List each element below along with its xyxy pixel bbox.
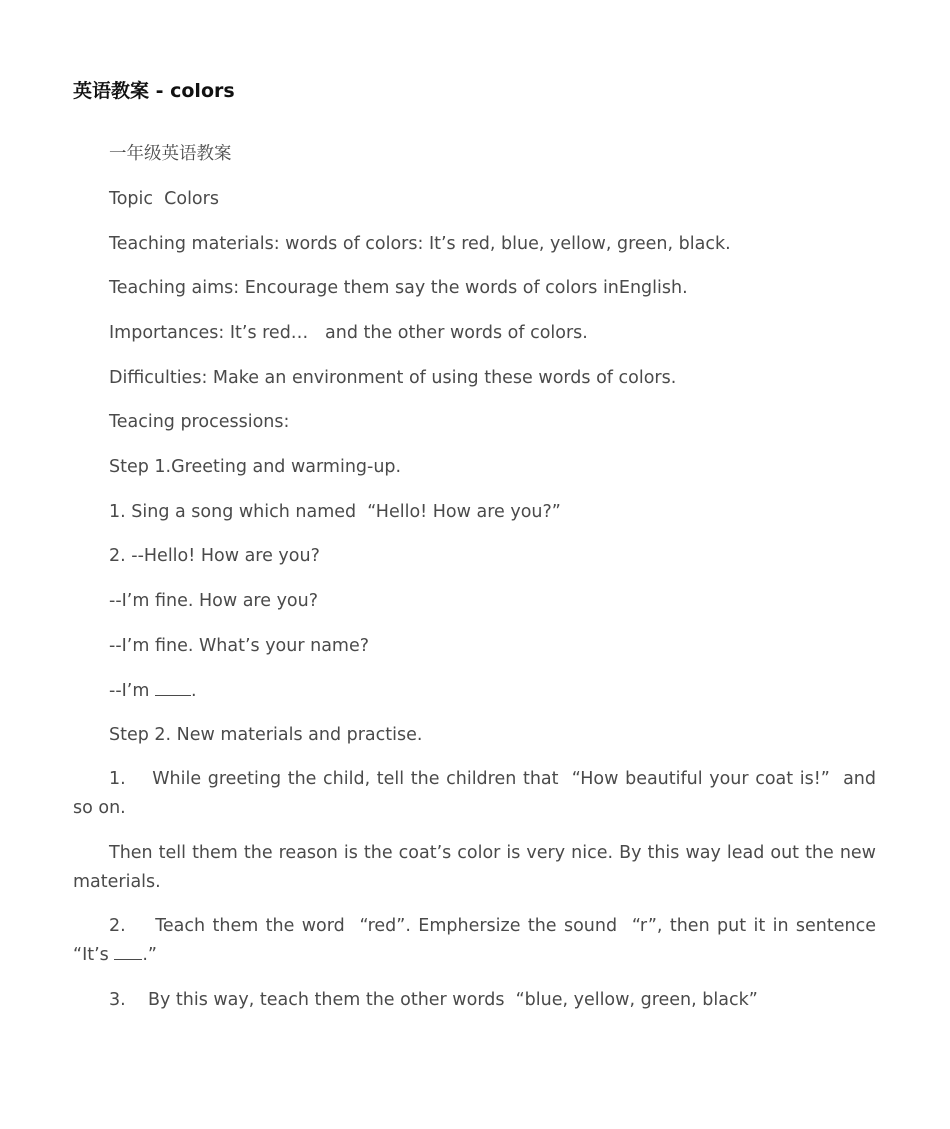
paragraph-greeting: 1. While greeting the child, tell the children that “How beautiful your coat is!” and so on. xyxy=(73,769,882,818)
line-grade-title: 一年级英语教案 xyxy=(109,144,232,164)
teach-red-text: 2. Teach them the word “red”. Emphersize the sound “r”, then put it in sentence “It’s xyxy=(73,916,888,965)
line-procedures: Teacing processions: xyxy=(109,412,290,432)
line-difficulties: Difficulties: Make an environment of using these words of colors. xyxy=(109,368,677,388)
sentence-blank xyxy=(114,943,142,960)
line-sing-song: 1. Sing a song which named “Hello! How are you?” xyxy=(109,502,561,522)
line-dialogue-4 xyxy=(109,679,197,702)
dialogue-4-text: --I’m xyxy=(109,681,155,701)
teach-red-end: .” xyxy=(142,945,157,965)
answer-blank xyxy=(155,679,191,696)
line-teaching-aims: Teaching aims: Encourage them say the words of colors inEnglish. xyxy=(109,278,688,298)
line-dialogue-1: 2. --Hello! How are you? xyxy=(109,546,320,566)
line-teaching-materials: Teaching materials: words of colors: It’s red, blue, yellow, green, black. xyxy=(109,234,731,254)
dialogue-4-end: . xyxy=(190,681,197,701)
line-dialogue-3: --I’m fine. What’s your name? xyxy=(109,636,370,656)
paragraph-teach-red xyxy=(73,912,888,970)
line-other-words: 3. By this way, teach them the other words “blue, yellow, green, black” xyxy=(109,990,758,1010)
line-importances: Importances: It’s red… and the other words of colors. xyxy=(109,323,588,343)
paragraph-reason: Then tell them the reason is the coat’s color is very nice. By this way lead out the new materials. xyxy=(73,843,882,892)
document-title: 英语教案 - colors xyxy=(73,80,235,102)
line-topic: Topic Colors xyxy=(109,189,219,209)
line-step-2: Step 2. New materials and practise. xyxy=(109,725,423,745)
line-dialogue-2: --I’m fine. How are you? xyxy=(109,591,319,611)
line-step-1: Step 1.Greeting and warming-up. xyxy=(109,457,402,477)
